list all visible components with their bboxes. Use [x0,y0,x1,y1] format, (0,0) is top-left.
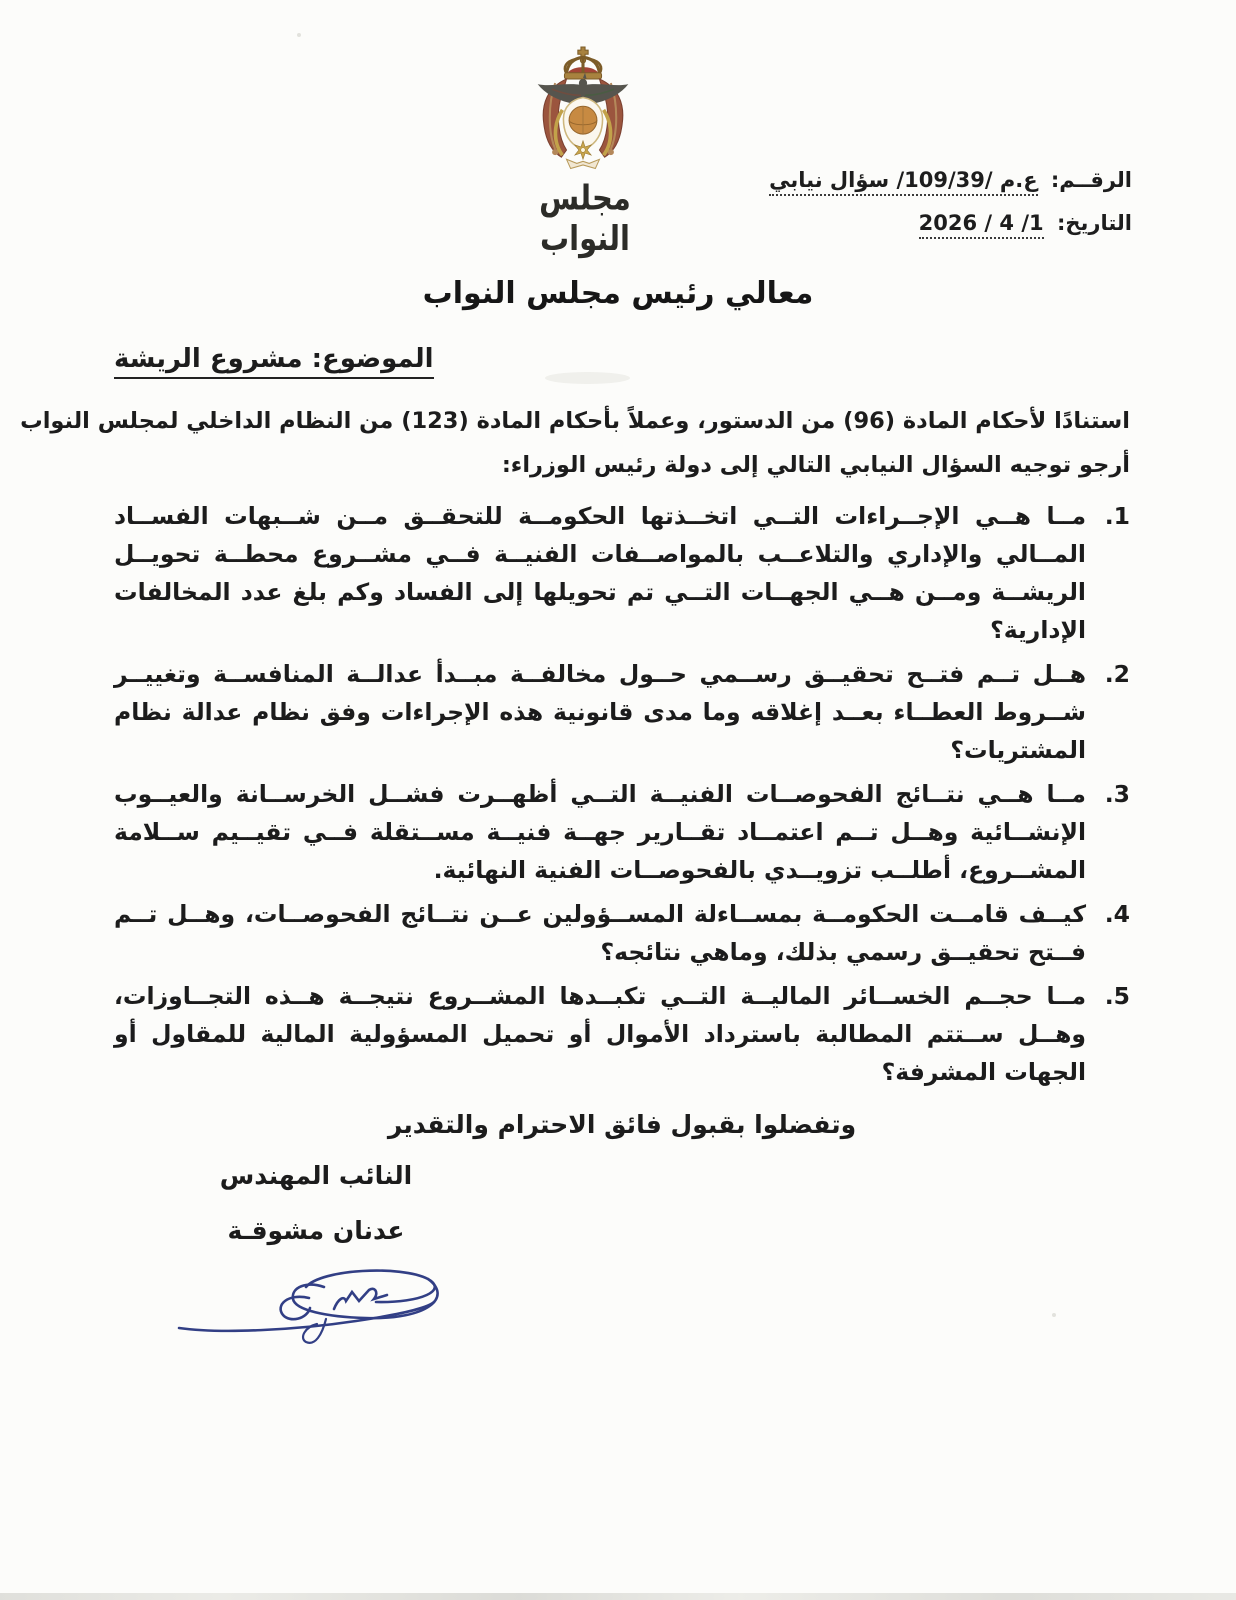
crown-icon [564,47,601,79]
jordan-coat-of-arms-icon [521,46,645,184]
reference-number-label: الرقــم: [1050,168,1132,192]
globe-icon [569,106,597,134]
question-text: مــا هــي الإجــراءات التــي اتخــذتها الحكومــة للتحقــق مــن شــبهات الفســاد المــالي والإداري والتلاعــب بالمواصــفات الفنيــة فــي مشــروع محطــة تحويــل الريشــة ومــن هــي الجهــات التــي تم تحويلها إلى الفساد وكم بلغ عدد المخالفات الإدارية؟ [114,502,1086,644]
letterhead-emblem [521,46,645,188]
question-text: مــا حجــم الخســائر الماليــة التــي تكبــدها المشــروع نتيجــة هــذه التجــاوزات، وهــل ســتتم المطالبة باسترداد الأموال أو تحميل المسؤولية المالية للمقاول أو الجهات المشرفة؟ [114,982,1086,1086]
signatory-name: عدنان مشوقـة [227,1216,405,1245]
question-text: كيــف قامــت الحكومــة بمســاءلة المســؤولين عــن نتــائج الفحوصــات، وهــل تــم فــتح تحقيــق رسمي بذلك، وماهي نتائجه؟ [114,900,1086,966]
question-number: 1. [1104,502,1130,530]
question-item-3 [114,775,1130,889]
question-number: 4. [1104,900,1130,928]
scan-smudge [545,372,630,384]
question-item-4 [114,895,1130,971]
question-text: هــل تــم فتــح تحقيــق رســمي حــول مخالفــة مبــدأ عدالــة المنافســة وتغييــر شــروط العطــاء بعــد إغلاقه وما مدى قانونية هذه الإجراءات وفق نظام عدالة نظام المشتريات؟ [114,660,1086,764]
question-item-5 [114,977,1130,1091]
signatory-title: النائب المهندس [219,1161,413,1190]
question-number: 3. [1104,780,1130,808]
scan-speck [297,33,301,37]
intro-paragraph-1: استنادًا لأحكام المادة (96) من الدستور، وعملاً بأحكام المادة (123) من النظام الداخلي لمجلس النواب [20,408,1130,434]
date-value: 1/ 4 / 2026 [919,211,1044,239]
reference-block [769,166,1132,238]
question-item-2 [114,655,1130,769]
reference-number-line [769,166,1132,194]
signature-block [156,1157,476,1352]
subject-line: الموضوع: مشروع الريشة [114,344,434,379]
org-name-calligraphy: مجلس النواب [539,177,631,259]
question-text: مــا هــي نتــائج الفحوصــات الفنيــة التــي أظهــرت فشــل الخرســانة والعيــوب الإنشــائية وهــل تــم اعتمــاد تقــارير جهــة فنيــة مســتقلة فــي تقيــيم ســلامة المشــروع، أطلــب تزويــدي بالفحوصــات الفنية النهائية. [114,780,1086,884]
closing-line: وتفضلوا بقبول فائق الاحترام والتقدير [387,1110,857,1139]
ribbon-icon [567,159,600,168]
date-line [769,209,1132,237]
handwritten-signature [176,1257,456,1352]
question-number: 5. [1104,982,1130,1010]
date-label: التاريخ: [1056,211,1132,236]
salutation-title: معالي رئيس مجلس النواب [422,276,814,311]
question-number: 2. [1104,660,1130,688]
scan-bottom-edge [0,1593,1236,1600]
letter-body [20,402,1130,1352]
reference-number-value: ع.م /109/39/ سؤال نيابي [769,168,1037,196]
intro-paragraph-2: أرجو توجيه السؤال النيابي التالي إلى دولة رئيس الوزراء: [501,452,1130,478]
question-list [114,497,1130,1091]
question-item-1 [114,497,1130,649]
